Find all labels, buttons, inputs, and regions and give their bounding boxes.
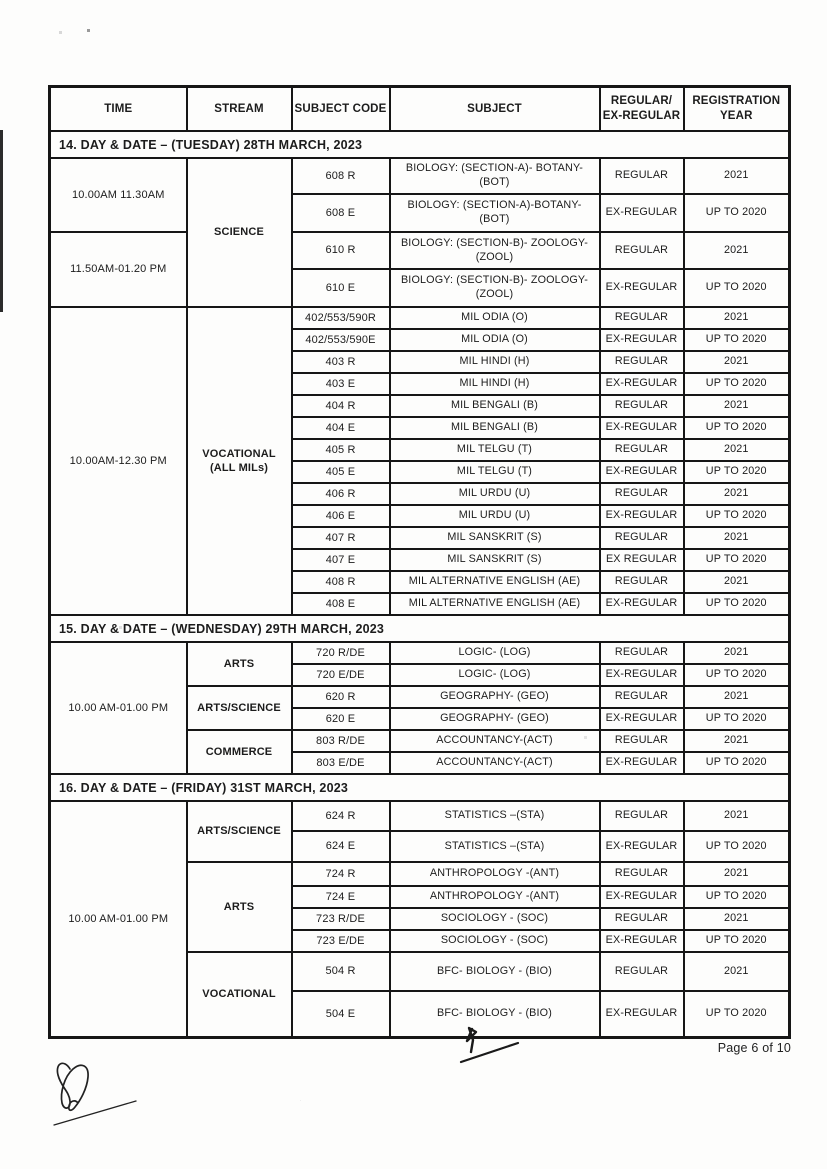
subject-code-cell: 403 R [292, 351, 390, 373]
year-cell: 2021 [684, 395, 790, 417]
subject-code-cell: 624 E [292, 831, 390, 862]
regular-cell: REGULAR [600, 158, 684, 194]
subject-cell: STATISTICS –(STA) [390, 801, 600, 831]
subject-code-cell: 404 E [292, 417, 390, 439]
subject-code-cell: 504 R [292, 952, 390, 991]
year-cell: UP TO 2020 [684, 269, 790, 307]
column-header-registration-year: REGISTRATION YEAR [684, 87, 790, 132]
year-cell: UP TO 2020 [684, 930, 790, 952]
regular-cell: REGULAR [600, 351, 684, 373]
subject-cell: LOGIC- (LOG) [390, 664, 600, 686]
year-cell: UP TO 2020 [684, 373, 790, 395]
subject-cell: MIL HINDI (H) [390, 351, 600, 373]
handwritten-signature-icon [40, 1055, 190, 1135]
year-cell: UP TO 2020 [684, 549, 790, 571]
subject-code-cell: 608 R [292, 158, 390, 194]
subject-code-cell: 724 E [292, 886, 390, 908]
subject-code-cell: 402/553/590E [292, 329, 390, 351]
subject-cell: MIL TELGU (T) [390, 439, 600, 461]
stream-cell: COMMERCE [187, 730, 292, 774]
day-date-banner: 14. DAY & DATE – (TUESDAY) 28TH MARCH, 2023 [50, 131, 790, 158]
regular-cell: REGULAR [600, 801, 684, 831]
subject-code-cell: 620 R [292, 686, 390, 708]
table-row [50, 774, 790, 801]
exam-timetable [48, 85, 791, 1039]
table-header-row [50, 87, 790, 132]
subject-code-cell: 406 R [292, 483, 390, 505]
subject-cell: LOGIC- (LOG) [390, 642, 600, 664]
year-cell: 2021 [684, 908, 790, 930]
regular-cell: EX-REGULAR [600, 269, 684, 307]
year-cell: UP TO 2020 [684, 329, 790, 351]
regular-cell: REGULAR [600, 307, 684, 329]
subject-cell: BIOLOGY: (SECTION-B)- ZOOLOGY-(ZOOL) [390, 232, 600, 269]
stream-cell: SCIENCE [187, 158, 292, 307]
subject-code-cell: 402/553/590R [292, 307, 390, 329]
year-cell: 2021 [684, 483, 790, 505]
regular-cell: EX-REGULAR [600, 664, 684, 686]
subject-cell: MIL BENGALI (B) [390, 395, 600, 417]
subject-code-cell: 407 E [292, 549, 390, 571]
regular-cell: EX-REGULAR [600, 505, 684, 527]
subject-cell: ACCOUNTANCY-(ACT) [390, 752, 600, 774]
subject-code-cell: 407 R [292, 527, 390, 549]
time-cell: 10.00 AM-01.00 PM [50, 801, 187, 1037]
year-cell: UP TO 2020 [684, 417, 790, 439]
regular-cell: REGULAR [600, 908, 684, 930]
subject-code-cell: 406 E [292, 505, 390, 527]
column-header-time: TIME [50, 87, 187, 132]
regular-cell: REGULAR [600, 686, 684, 708]
stream-cell: ARTS/SCIENCE [187, 801, 292, 862]
subject-cell: MIL ALTERNATIVE ENGLISH (AE) [390, 571, 600, 593]
regular-cell: EX-REGULAR [600, 593, 684, 615]
day-date-banner: 15. DAY & DATE – (WEDNESDAY) 29TH MARCH, 2023 [50, 615, 790, 642]
regular-cell: EX-REGULAR [600, 831, 684, 862]
subject-cell: SOCIOLOGY - (SOC) [390, 930, 600, 952]
year-cell: 2021 [684, 642, 790, 664]
subject-cell: BIOLOGY: (SECTION-B)- ZOOLOGY-(ZOOL) [390, 269, 600, 307]
table-row [50, 158, 790, 194]
year-cell: UP TO 2020 [684, 505, 790, 527]
table-row [50, 642, 790, 664]
subject-code-cell: 504 E [292, 991, 390, 1037]
column-header-subject-code: SUBJECT CODE [292, 87, 390, 132]
stream-cell: VOCATIONAL [187, 952, 292, 1037]
subject-cell: MIL ALTERNATIVE ENGLISH (AE) [390, 593, 600, 615]
year-cell: UP TO 2020 [684, 708, 790, 730]
table-row [50, 232, 790, 269]
subject-code-cell: 608 E [292, 194, 390, 232]
subject-cell: ANTHROPOLOGY -(ANT) [390, 886, 600, 908]
subject-cell: BIOLOGY: (SECTION-A)-BOTANY-(BOT) [390, 194, 600, 232]
column-header-regular: REGULAR/ EX-REGULAR [600, 87, 684, 132]
subject-code-cell: 408 E [292, 593, 390, 615]
stream-cell: ARTS/SCIENCE [187, 686, 292, 730]
year-cell: 2021 [684, 527, 790, 549]
subject-cell: BFC- BIOLOGY - (BIO) [390, 991, 600, 1037]
subject-cell: GEOGRAPHY- (GEO) [390, 708, 600, 730]
subject-cell: MIL ODIA (O) [390, 329, 600, 351]
subject-cell: MIL SANSKRIT (S) [390, 527, 600, 549]
subject-cell: MIL URDU (U) [390, 505, 600, 527]
year-cell: 2021 [684, 158, 790, 194]
regular-cell: EX-REGULAR [600, 886, 684, 908]
year-cell: 2021 [684, 439, 790, 461]
regular-cell: REGULAR [600, 730, 684, 752]
stream-cell: VOCATIONAL (ALL MILs) [187, 307, 292, 615]
page-number: Page 6 of 10 [717, 1041, 791, 1055]
subject-code-cell: 720 E/DE [292, 664, 390, 686]
table-row [50, 131, 790, 158]
subject-code-cell: 803 R/DE [292, 730, 390, 752]
time-cell: 10.00AM-12.30 PM [50, 307, 187, 615]
subject-cell: MIL SANSKRIT (S) [390, 549, 600, 571]
subject-cell: MIL URDU (U) [390, 483, 600, 505]
regular-cell: REGULAR [600, 862, 684, 886]
regular-cell: REGULAR [600, 642, 684, 664]
regular-cell: EX-REGULAR [600, 194, 684, 232]
year-cell: 2021 [684, 730, 790, 752]
regular-cell: EX-REGULAR [600, 752, 684, 774]
regular-cell: EX-REGULAR [600, 930, 684, 952]
subject-cell: MIL ODIA (O) [390, 307, 600, 329]
timetable-body [50, 131, 790, 1037]
regular-cell: EX REGULAR [600, 549, 684, 571]
subject-code-cell: 724 R [292, 862, 390, 886]
subject-cell: ACCOUNTANCY-(ACT) [390, 730, 600, 752]
subject-cell: SOCIOLOGY - (SOC) [390, 908, 600, 930]
year-cell: 2021 [684, 952, 790, 991]
year-cell: 2021 [684, 571, 790, 593]
subject-cell: MIL BENGALI (B) [390, 417, 600, 439]
regular-cell: REGULAR [600, 952, 684, 991]
regular-cell: EX-REGULAR [600, 373, 684, 395]
year-cell: UP TO 2020 [684, 831, 790, 862]
subject-cell: STATISTICS –(STA) [390, 831, 600, 862]
subject-code-cell: 610 E [292, 269, 390, 307]
year-cell: UP TO 2020 [684, 886, 790, 908]
year-cell: UP TO 2020 [684, 752, 790, 774]
year-cell: 2021 [684, 801, 790, 831]
subject-cell: BFC- BIOLOGY - (BIO) [390, 952, 600, 991]
year-cell: 2021 [684, 862, 790, 886]
column-header-stream: STREAM [187, 87, 292, 132]
stream-cell: ARTS [187, 642, 292, 686]
subject-code-cell: 723 E/DE [292, 930, 390, 952]
day-date-banner: 16. DAY & DATE – (FRIDAY) 31ST MARCH, 2023 [50, 774, 790, 801]
regular-cell: REGULAR [600, 395, 684, 417]
subject-cell: GEOGRAPHY- (GEO) [390, 686, 600, 708]
subject-code-cell: 720 R/DE [292, 642, 390, 664]
regular-cell: EX-REGULAR [600, 991, 684, 1037]
table-row [50, 307, 790, 329]
subject-code-cell: 408 R [292, 571, 390, 593]
subject-code-cell: 624 R [292, 801, 390, 831]
table-row [50, 801, 790, 831]
subject-code-cell: 620 E [292, 708, 390, 730]
year-cell: UP TO 2020 [684, 991, 790, 1037]
subject-code-cell: 404 R [292, 395, 390, 417]
time-cell: 10.00 AM-01.00 PM [50, 642, 187, 774]
year-cell: UP TO 2020 [684, 194, 790, 232]
year-cell: 2021 [684, 307, 790, 329]
year-cell: 2021 [684, 686, 790, 708]
regular-cell: REGULAR [600, 483, 684, 505]
subject-code-cell: 403 E [292, 373, 390, 395]
subject-cell: MIL HINDI (H) [390, 373, 600, 395]
year-cell: UP TO 2020 [684, 664, 790, 686]
regular-cell: REGULAR [600, 527, 684, 549]
regular-cell: REGULAR [600, 232, 684, 269]
regular-cell: EX-REGULAR [600, 461, 684, 483]
regular-cell: REGULAR [600, 439, 684, 461]
year-cell: 2021 [684, 232, 790, 269]
subject-cell: BIOLOGY: (SECTION-A)- BOTANY-(BOT) [390, 158, 600, 194]
subject-code-cell: 803 E/DE [292, 752, 390, 774]
regular-cell: EX-REGULAR [600, 329, 684, 351]
regular-cell: REGULAR [600, 571, 684, 593]
subject-code-cell: 723 R/DE [292, 908, 390, 930]
scan-edge-artifact [0, 130, 3, 312]
time-cell: 11.50AM-01.20 PM [50, 232, 187, 307]
handwritten-tick-icon [438, 1026, 528, 1074]
table-row [50, 615, 790, 642]
subject-code-cell: 405 R [292, 439, 390, 461]
year-cell: 2021 [684, 351, 790, 373]
subject-cell: MIL TELGU (T) [390, 461, 600, 483]
year-cell: UP TO 2020 [684, 461, 790, 483]
column-header-subject: SUBJECT [390, 87, 600, 132]
regular-cell: EX-REGULAR [600, 708, 684, 730]
year-cell: UP TO 2020 [684, 593, 790, 615]
subject-code-cell: 405 E [292, 461, 390, 483]
stream-cell: ARTS [187, 862, 292, 952]
scan-speckles [0, 0, 1, 1]
subject-cell: ANTHROPOLOGY -(ANT) [390, 862, 600, 886]
time-cell: 10.00AM 11.30AM [50, 158, 187, 232]
regular-cell: EX-REGULAR [600, 417, 684, 439]
subject-code-cell: 610 R [292, 232, 390, 269]
